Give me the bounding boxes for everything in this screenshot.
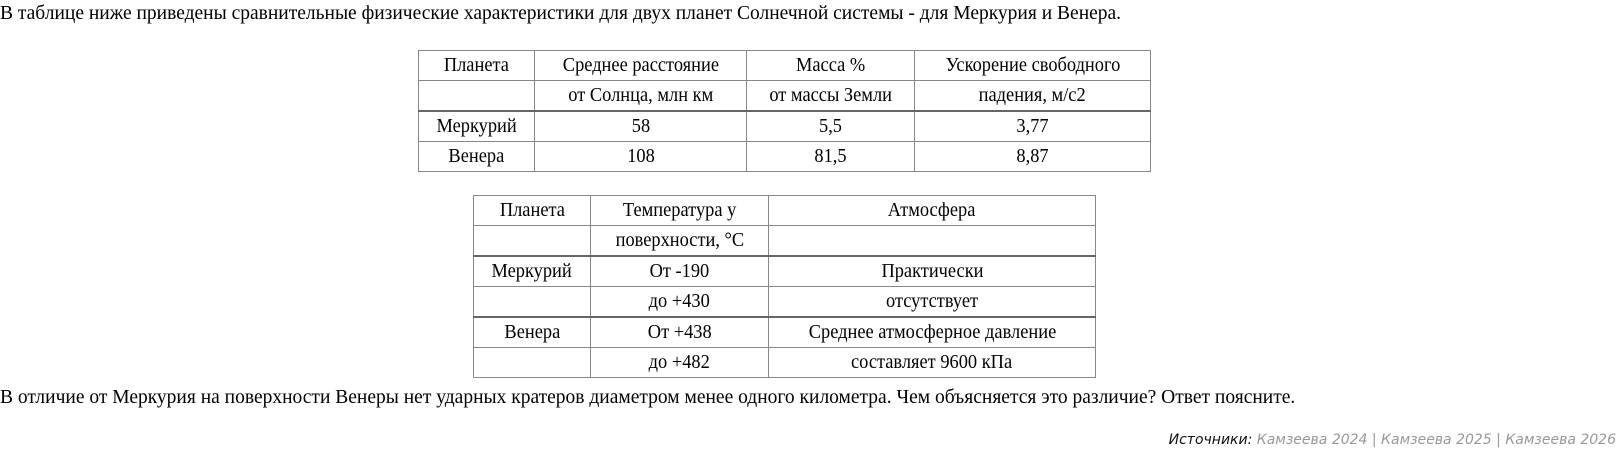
table-cell xyxy=(915,51,1151,81)
table-cell xyxy=(769,348,1096,378)
cell-text: Среднее атмосферное давление xyxy=(808,321,1056,343)
table-row xyxy=(419,111,1151,142)
sources-links[interactable]: Камзеева 2024 | Камзеева 2025 | Камзеева 2026 xyxy=(1256,432,1616,448)
table-cell xyxy=(474,196,591,226)
cell-text: Ускорение свободного xyxy=(945,54,1120,76)
table-cell xyxy=(419,142,535,172)
planet-physics-table xyxy=(418,50,1151,172)
cell-text: 108 xyxy=(626,145,655,167)
cell-text: Планета xyxy=(443,54,510,76)
table-row xyxy=(474,348,1096,378)
table-cell xyxy=(915,142,1151,172)
table-cell xyxy=(591,256,769,287)
cell-text: 3,77 xyxy=(1016,115,1049,137)
cell-text: Среднее расстояние xyxy=(562,54,719,76)
planet-temperature-atmosphere-table xyxy=(473,195,1096,378)
table-row xyxy=(474,287,1096,318)
table-cell xyxy=(535,142,747,172)
cell-text: Меркурий xyxy=(491,260,573,282)
cell-text: от Солнца, млн км xyxy=(568,84,713,106)
sources xyxy=(1169,432,1616,448)
table-cell xyxy=(747,51,915,81)
table-cell xyxy=(769,226,1096,257)
table-row xyxy=(474,226,1096,257)
cell-text: до +430 xyxy=(648,290,711,312)
cell-text: Планета xyxy=(499,199,565,221)
table-cell xyxy=(535,51,747,81)
table-row xyxy=(474,317,1096,348)
cell-text: от массы Земли xyxy=(769,84,892,106)
cell-text: 58 xyxy=(631,115,650,137)
table-row xyxy=(419,81,1151,112)
table-cell xyxy=(474,287,591,318)
table-cell xyxy=(915,111,1151,142)
table-cell xyxy=(769,196,1096,226)
cell-text: 8,87 xyxy=(1016,145,1049,167)
cell-text: составляет 9600 кПа xyxy=(851,351,1013,373)
table-cell xyxy=(535,111,747,142)
table-row xyxy=(419,142,1151,172)
question-text: В отличие от Меркурия на поверхности Венеры нет ударных кратеров диаметром менее одного километра. Чем объясняется это различие? Ответ поясните. xyxy=(0,387,1296,408)
table-cell xyxy=(591,317,769,348)
sources-label: Источники: xyxy=(1168,432,1253,448)
cell-text: Венера xyxy=(504,321,560,343)
table-cell xyxy=(769,317,1096,348)
cell-text: Венера xyxy=(448,145,505,167)
table-cell xyxy=(419,111,535,142)
cell-text: Меркурий xyxy=(436,115,517,137)
table-cell xyxy=(591,348,769,378)
cell-text: От -190 xyxy=(649,260,710,282)
table-cell xyxy=(591,196,769,226)
table-cell xyxy=(474,348,591,378)
table-row xyxy=(474,196,1096,226)
cell-text: Масса % xyxy=(795,54,866,76)
table-cell xyxy=(474,317,591,348)
intro-text: В таблице ниже приведены сравнительные физические характеристики для двух планет Солнечной системы - для Меркурия и Венера. xyxy=(0,3,1122,24)
table-cell xyxy=(747,111,915,142)
table-cell xyxy=(474,256,591,287)
table-cell xyxy=(535,81,747,112)
table-row xyxy=(419,51,1151,81)
table-cell xyxy=(419,51,535,81)
table-cell xyxy=(747,142,915,172)
table-cell xyxy=(474,226,591,257)
cell-text: 81,5 xyxy=(814,145,847,167)
cell-text: Практически xyxy=(880,260,984,282)
cell-text: Атмосфера xyxy=(888,199,976,221)
table-cell xyxy=(769,287,1096,318)
table-cell xyxy=(419,81,535,112)
cell-text: отсутствует xyxy=(885,290,979,312)
cell-text: 5,5 xyxy=(819,115,842,137)
table-row xyxy=(474,256,1096,287)
table-cell xyxy=(591,226,769,257)
table-cell xyxy=(915,81,1151,112)
cell-text: до +482 xyxy=(648,351,711,373)
cell-text: поверхности, °C xyxy=(615,229,744,251)
table-cell xyxy=(747,81,915,112)
table-cell xyxy=(591,287,769,318)
cell-text: падения, м/с2 xyxy=(978,84,1087,106)
cell-text: Температура у xyxy=(622,199,737,221)
table-cell xyxy=(769,256,1096,287)
cell-text: От +438 xyxy=(647,321,712,343)
